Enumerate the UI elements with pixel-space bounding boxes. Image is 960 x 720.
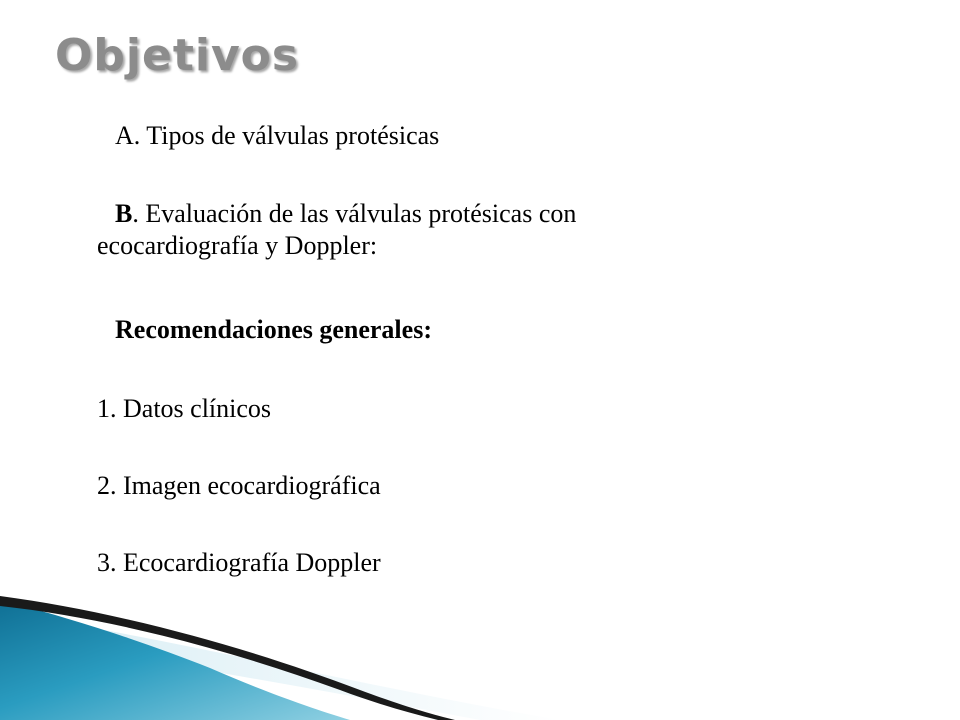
objective-a-marker: A <box>115 121 134 150</box>
objective-b-text-line2: ecocardiografía y Doppler: <box>97 231 378 260</box>
slide-title: Objetivos <box>55 30 300 81</box>
objective-b <box>97 198 857 262</box>
subheading: Recomendaciones generales: <box>115 315 432 344</box>
objective-b-marker: B <box>115 199 133 228</box>
objective-b-text-line1: . Evaluación de las válvulas protésicas con <box>132 199 577 228</box>
swoosh-teal-wedge <box>0 600 350 720</box>
objective-a-text: . Tipos de válvulas protésicas <box>133 121 440 150</box>
list-item: 2. Imagen ecocardiográfica <box>97 471 381 500</box>
list-item: 3. Ecocardiografía Doppler <box>97 548 381 577</box>
objective-a <box>115 120 439 152</box>
list-item: 1. Datos clínicos <box>97 394 272 423</box>
